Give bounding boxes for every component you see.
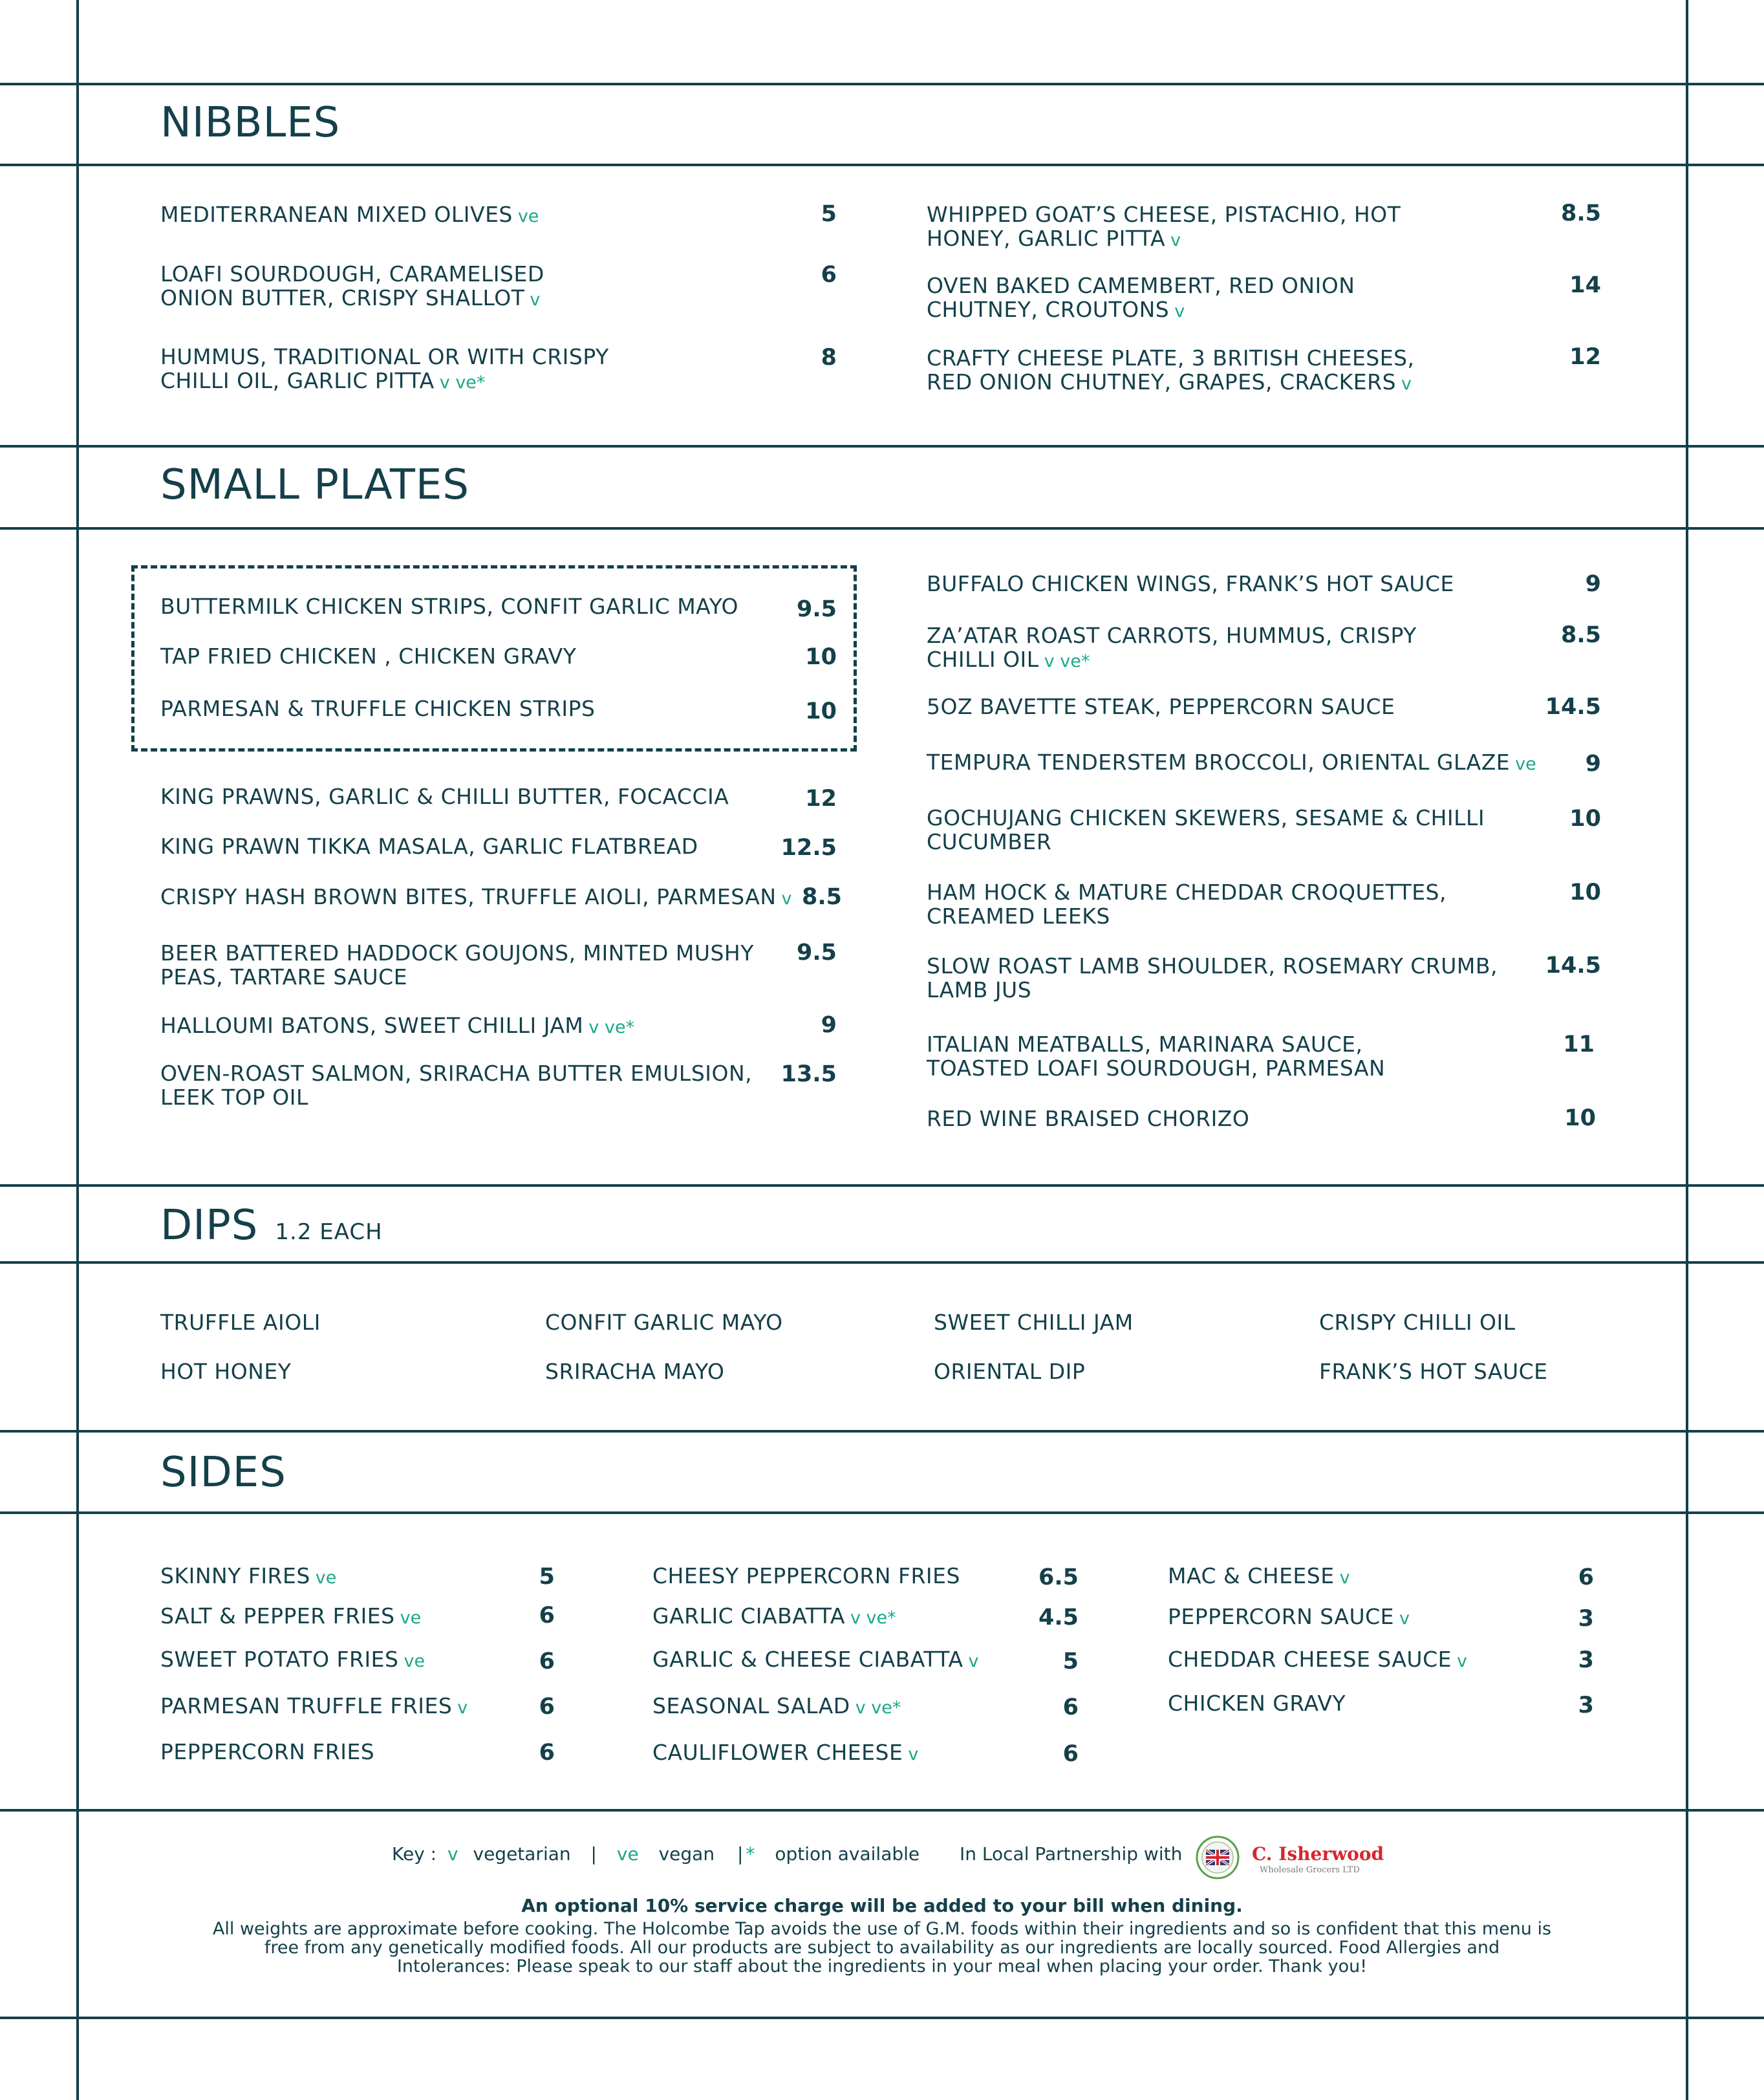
service-charge-note: An optional 10% service charge will be added to your bill when dining. bbox=[521, 1895, 1243, 1916]
dip-item: CRISPY CHILLI OIL bbox=[1319, 1310, 1516, 1335]
item-price: 6 bbox=[539, 1649, 555, 1674]
item-name: ZA’ATAR ROAST CARROTS, HUMMUS, CRISPY bbox=[927, 623, 1417, 648]
dips-price-note: 1.2 EACH bbox=[275, 1219, 383, 1245]
divider bbox=[0, 83, 1764, 85]
item-name: KING PRAWN TIKKA MASALA, GARLIC FLATBREAD bbox=[160, 834, 698, 859]
diet-tag: v ve* bbox=[850, 1608, 896, 1628]
item-name: RED WINE BRAISED CHORIZO bbox=[927, 1106, 1250, 1131]
item-name-line2: CUCUMBER bbox=[927, 829, 1052, 854]
disclaimer-line: free from any genetically modified foods. All our products are subject to availability as our ingredients are locally sourced. Food Allergies and bbox=[264, 1938, 1500, 1958]
item-name: SKINNY FIRES bbox=[160, 1563, 310, 1588]
menu-item bbox=[927, 695, 1395, 719]
item-price: 10 bbox=[805, 698, 837, 724]
item-price: 6 bbox=[1062, 1694, 1079, 1720]
menu-item bbox=[160, 885, 792, 911]
item-name: BEER BATTERED HADDOCK GOUJONS, MINTED MUSHY bbox=[160, 940, 754, 966]
side-item bbox=[652, 1694, 901, 1720]
key-star-symbol: * bbox=[746, 1843, 755, 1865]
item-name: PEPPERCORN SAUCE bbox=[1168, 1604, 1394, 1629]
item-name: TAP FRIED CHICKEN , CHICKEN GRAVY bbox=[160, 644, 577, 669]
side-item bbox=[160, 1604, 421, 1630]
diet-tag: v bbox=[968, 1651, 979, 1671]
divider bbox=[0, 1511, 1764, 1514]
divider bbox=[0, 164, 1764, 166]
menu-item bbox=[160, 594, 738, 618]
menu-item bbox=[160, 202, 539, 228]
item-price: 12 bbox=[1569, 344, 1601, 370]
item-name: PARMESAN & TRUFFLE CHICKEN STRIPS bbox=[160, 696, 596, 721]
item-name-line2: TOASTED LOAFI SOURDOUGH, PARMESAN bbox=[927, 1055, 1386, 1081]
item-name-line2: CHUTNEY, CROUTONS bbox=[927, 297, 1170, 322]
dietary-key bbox=[392, 1843, 920, 1865]
item-name: HALLOUMI BATONS, SWEET CHILLI JAM bbox=[160, 1013, 584, 1038]
key-ve-text: vegan bbox=[658, 1843, 715, 1865]
item-name: LOAFI SOURDOUGH, CARAMELISED bbox=[160, 261, 544, 287]
item-price: 10 bbox=[1569, 880, 1601, 905]
diet-tag: ve bbox=[315, 1568, 337, 1588]
key-ve-symbol: ve bbox=[616, 1843, 639, 1865]
item-name-line2: CHILLI OIL bbox=[927, 647, 1039, 672]
diet-tag: v bbox=[1174, 301, 1185, 321]
item-price: 12.5 bbox=[780, 835, 837, 861]
item-name: HAM HOCK & MATURE CHEDDAR CROQUETTES, bbox=[927, 880, 1447, 905]
item-name-line2: HONEY, GARLIC PITTA bbox=[927, 226, 1166, 251]
menu-item bbox=[160, 345, 609, 395]
item-name: PEPPERCORN FRIES bbox=[160, 1739, 375, 1764]
item-name: SEASONAL SALAD bbox=[652, 1693, 850, 1718]
item-name: SALT & PEPPER FRIES bbox=[160, 1603, 395, 1629]
dips-title: DIPS bbox=[160, 1202, 259, 1250]
item-price: 9.5 bbox=[796, 940, 837, 966]
item-name: CRISPY HASH BROWN BITES, TRUFFLE AIOLI, PARMESAN bbox=[160, 884, 777, 909]
item-price: 14.5 bbox=[1545, 953, 1601, 979]
divider bbox=[0, 1430, 1764, 1433]
item-price: 8 bbox=[821, 345, 837, 371]
item-name: CHICKEN GRAVY bbox=[1168, 1691, 1346, 1716]
item-name: 5OZ BAVETTE STEAK, PEPPERCORN SAUCE bbox=[927, 694, 1395, 719]
item-name: SLOW ROAST LAMB SHOULDER, ROSEMARY CRUMB, bbox=[927, 953, 1498, 979]
item-price: 11 bbox=[1563, 1032, 1595, 1057]
item-price: 5 bbox=[539, 1564, 555, 1590]
right-frame-line bbox=[1686, 0, 1688, 2100]
menu-item bbox=[160, 262, 544, 312]
diet-tag: v bbox=[908, 1744, 919, 1764]
menu-item bbox=[927, 274, 1355, 323]
menu-item bbox=[160, 644, 576, 668]
diet-tag: v ve* bbox=[588, 1017, 635, 1037]
side-item bbox=[1168, 1605, 1410, 1630]
menu-item bbox=[160, 941, 754, 989]
key-separator: | bbox=[590, 1843, 597, 1865]
item-name-line2: ONION BUTTER, CRISPY SHALLOT bbox=[160, 285, 525, 310]
key-v-symbol: v bbox=[447, 1843, 458, 1865]
item-price: 12 bbox=[805, 786, 837, 812]
item-name-line2: LEEK TOP OIL bbox=[160, 1085, 308, 1110]
divider bbox=[0, 527, 1764, 530]
partnership-text: In Local Partnership with bbox=[960, 1843, 1183, 1865]
item-name: OVEN-ROAST SALMON, SRIRACHA BUTTER EMULSION, bbox=[160, 1061, 753, 1086]
menu-item bbox=[927, 1107, 1249, 1131]
item-price: 9 bbox=[1585, 751, 1601, 777]
menu-item bbox=[160, 834, 698, 858]
key-star-text: option available bbox=[775, 1843, 920, 1865]
logo-name: C. Isherwood bbox=[1252, 1843, 1384, 1865]
menu-item bbox=[927, 346, 1415, 396]
item-price: 13.5 bbox=[780, 1061, 837, 1087]
item-price: 8.5 bbox=[1560, 622, 1601, 648]
key-separator: | bbox=[737, 1843, 744, 1865]
menu-item bbox=[160, 1013, 634, 1039]
item-name: GARLIC & CHEESE CIABATTA bbox=[652, 1647, 963, 1672]
menu-item bbox=[927, 880, 1447, 928]
menu-item bbox=[927, 750, 1536, 776]
menu-item bbox=[927, 202, 1401, 252]
item-price: 9.5 bbox=[796, 596, 837, 622]
item-price: 9 bbox=[1585, 571, 1601, 597]
item-price: 6.5 bbox=[1038, 1564, 1079, 1590]
side-item bbox=[1168, 1691, 1346, 1715]
item-name: MEDITERRANEAN MIXED OLIVES bbox=[160, 202, 513, 227]
menu-item bbox=[160, 785, 729, 808]
item-price: 14.5 bbox=[1545, 694, 1601, 720]
diet-tag: v bbox=[1456, 1651, 1467, 1671]
item-price: 6 bbox=[821, 262, 837, 288]
item-name: OVEN BAKED CAMEMBERT, RED ONION bbox=[927, 273, 1355, 298]
item-price: 14 bbox=[1569, 272, 1601, 298]
diet-tag: v bbox=[530, 290, 541, 310]
section-heading-sides: SIDES bbox=[160, 1449, 286, 1497]
item-name: SWEET POTATO FRIES bbox=[160, 1647, 399, 1672]
side-item bbox=[1168, 1647, 1467, 1673]
section-heading-nibbles: NIBBLES bbox=[160, 99, 341, 147]
item-price: 6 bbox=[539, 1603, 555, 1629]
menu-item bbox=[927, 1032, 1385, 1080]
menu-item bbox=[160, 697, 596, 720]
dip-item: TRUFFLE AIOLI bbox=[160, 1310, 321, 1335]
diet-tag: v bbox=[781, 889, 792, 909]
item-price: 10 bbox=[1569, 806, 1601, 832]
diet-tag: v bbox=[1339, 1568, 1350, 1588]
dip-item: HOT HONEY bbox=[160, 1359, 292, 1384]
diet-tag: v bbox=[1401, 374, 1412, 394]
item-price: 10 bbox=[1564, 1105, 1596, 1131]
dip-item: ORIENTAL DIP bbox=[934, 1359, 1086, 1384]
item-price: 3 bbox=[1578, 1693, 1594, 1718]
item-name: WHIPPED GOAT’S CHEESE, PISTACHIO, HOT bbox=[927, 202, 1401, 227]
side-item bbox=[160, 1564, 336, 1590]
item-price: 10 bbox=[805, 644, 837, 670]
side-item bbox=[160, 1694, 468, 1720]
diet-tag: v ve* bbox=[439, 373, 486, 393]
left-frame-line bbox=[76, 0, 79, 2100]
diet-tag: ve bbox=[400, 1608, 422, 1628]
item-name: PARMESAN TRUFFLE FRIES bbox=[160, 1693, 453, 1718]
diet-tag: ve bbox=[1515, 754, 1536, 774]
section-heading-small-plates: SMALL PLATES bbox=[160, 461, 469, 509]
key-v-text: vegetarian bbox=[473, 1843, 571, 1865]
item-name-line2: CREAMED LEEKS bbox=[927, 904, 1110, 929]
item-price: 6 bbox=[539, 1694, 555, 1720]
item-name: MAC & CHEESE bbox=[1168, 1563, 1335, 1588]
divider bbox=[0, 1261, 1764, 1264]
isherwood-logo-icon bbox=[1195, 1835, 1240, 1880]
item-name-line2: LAMB JUS bbox=[927, 977, 1032, 1002]
disclaimer-line: All weights are approximate before cooking. The Holcombe Tap avoids the use of G.M. foods within their ingredients and so is confident that this menu is bbox=[212, 1919, 1552, 1939]
item-price: 5 bbox=[821, 201, 837, 227]
side-item bbox=[652, 1740, 918, 1766]
logo-subtitle: Wholesale Grocers LTD bbox=[1260, 1865, 1360, 1875]
divider bbox=[0, 445, 1764, 448]
dip-item: CONFIT GARLIC MAYO bbox=[545, 1310, 783, 1335]
key-label: Key : bbox=[392, 1843, 437, 1865]
item-name: ITALIAN MEATBALLS, MARINARA SAUCE, bbox=[927, 1032, 1363, 1057]
side-item bbox=[160, 1740, 374, 1764]
item-name: BUTTERMILK CHICKEN STRIPS, CONFIT GARLIC MAYO bbox=[160, 594, 739, 619]
diet-tag: v ve* bbox=[1044, 651, 1090, 671]
item-price: 6 bbox=[1062, 1741, 1079, 1767]
menu-item bbox=[160, 1061, 752, 1109]
item-price: 5 bbox=[1062, 1649, 1079, 1674]
diet-tag: ve bbox=[403, 1651, 425, 1671]
disclaimer-line: Intolerances: Please speak to our staff about the ingredients in your meal when placing your order. Thank you! bbox=[396, 1956, 1368, 1976]
item-name-line2: CHILLI OIL, GARLIC PITTA bbox=[160, 368, 435, 393]
item-price: 6 bbox=[539, 1740, 555, 1766]
item-price: 8.5 bbox=[1560, 200, 1601, 226]
diet-tag: v bbox=[457, 1698, 468, 1718]
item-name: CHEDDAR CHEESE SAUCE bbox=[1168, 1647, 1452, 1672]
side-item bbox=[652, 1564, 960, 1588]
section-heading-dips bbox=[160, 1202, 383, 1250]
item-name: CAULIFLOWER CHEESE bbox=[652, 1740, 903, 1765]
item-name: GARLIC CIABATTA bbox=[652, 1603, 845, 1629]
item-name: CHEESY PEPPERCORN FRIES bbox=[652, 1563, 960, 1588]
divider bbox=[0, 1809, 1764, 1812]
menu-item bbox=[927, 806, 1485, 854]
diet-tag: v bbox=[1399, 1608, 1410, 1629]
item-name: GOCHUJANG CHICKEN SKEWERS, SESAME & CHILLI bbox=[927, 805, 1485, 830]
diet-tag: v bbox=[1170, 230, 1181, 250]
dip-item: FRANK’S HOT SAUCE bbox=[1319, 1359, 1548, 1384]
menu-item bbox=[927, 572, 1454, 596]
item-price: 3 bbox=[1578, 1647, 1594, 1673]
dip-item: SRIRACHA MAYO bbox=[545, 1359, 725, 1384]
item-name-line2: PEAS, TARTARE SAUCE bbox=[160, 964, 408, 990]
item-price: 9 bbox=[821, 1012, 837, 1038]
item-name: BUFFALO CHICKEN WINGS, FRANK’S HOT SAUCE bbox=[927, 571, 1454, 596]
item-price: 4.5 bbox=[1038, 1605, 1079, 1630]
diet-tag: v ve* bbox=[855, 1698, 901, 1718]
menu-item bbox=[927, 623, 1417, 673]
side-item bbox=[160, 1647, 425, 1673]
item-price: 3 bbox=[1578, 1606, 1594, 1632]
menu-item bbox=[927, 954, 1498, 1002]
side-item bbox=[652, 1647, 979, 1673]
side-item bbox=[1168, 1564, 1350, 1590]
side-item bbox=[652, 1604, 896, 1630]
item-name-line2: RED ONION CHUTNEY, GRAPES, CRACKERS bbox=[927, 369, 1397, 395]
item-name: CRAFTY CHEESE PLATE, 3 BRITISH CHEESES, bbox=[927, 345, 1415, 371]
divider bbox=[0, 2017, 1764, 2019]
item-price: 8.5 bbox=[801, 884, 842, 910]
divider bbox=[0, 1184, 1764, 1187]
item-name: HUMMUS, TRADITIONAL OR WITH CRISPY bbox=[160, 344, 609, 369]
item-name: KING PRAWNS, GARLIC & CHILLI BUTTER, FOCACCIA bbox=[160, 784, 729, 809]
dip-item: SWEET CHILLI JAM bbox=[934, 1310, 1134, 1335]
item-price: 6 bbox=[1578, 1564, 1594, 1590]
diet-tag: ve bbox=[517, 206, 539, 226]
item-name: TEMPURA TENDERSTEM BROCCOLI, ORIENTAL GLAZE bbox=[927, 750, 1511, 775]
